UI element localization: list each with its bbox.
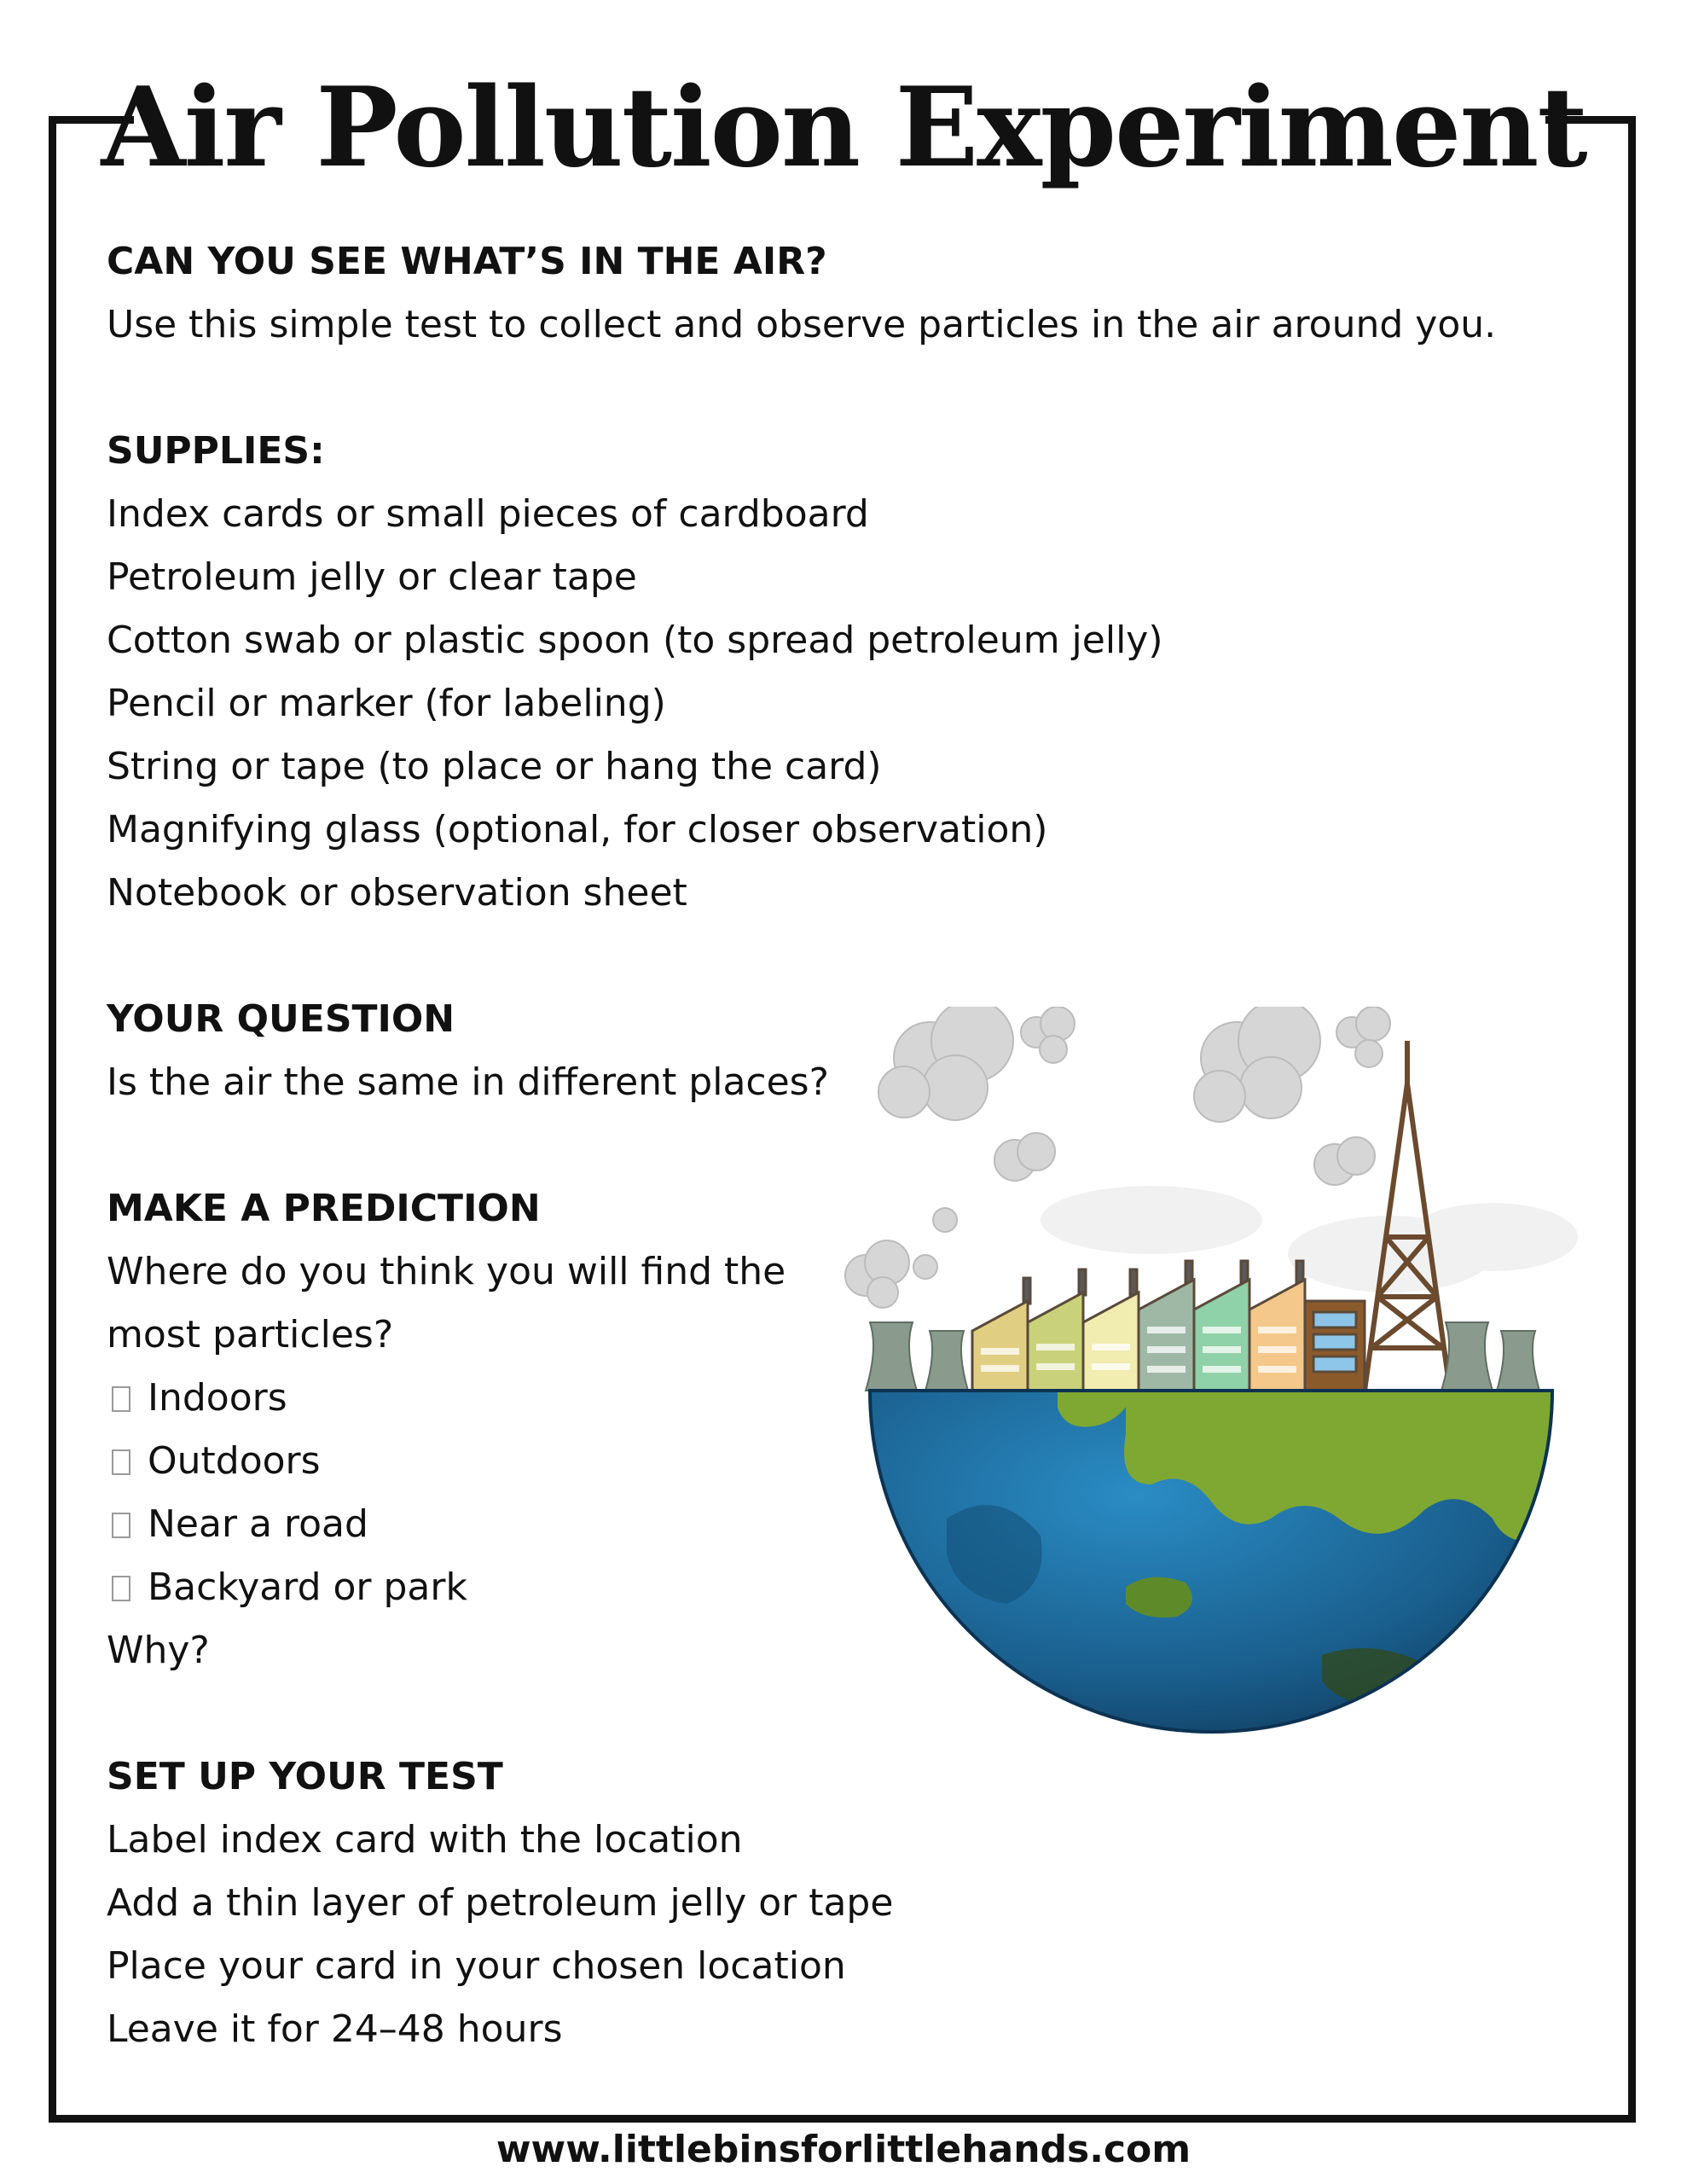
supply-item: Notebook or observation sheet (107, 871, 687, 915)
supplies-heading: SUPPLIES: (107, 429, 325, 473)
footer-url[interactable]: www.littlebinsforlittlehands.com (496, 2128, 1191, 2171)
option-label: Outdoors (148, 1439, 321, 1483)
frame-bottom (49, 2115, 1636, 2123)
setup-step: Place your card in your chosen location (107, 1944, 846, 1988)
supply-item: Cotton swab or plastic spoon (to spread petroleum jelly) (107, 619, 1163, 662)
option-label: Backyard or park (148, 1565, 467, 1609)
intro-heading: CAN YOU SEE WHAT’S IN THE AIR? (107, 240, 827, 283)
supply-item: String or tape (to place or hang the card) (107, 745, 882, 788)
question-text: Is the air the same in different places? (107, 1060, 829, 1104)
checkbox-icon[interactable] (112, 1386, 130, 1412)
frame-right (1628, 116, 1636, 2123)
half-earth (844, 1382, 1578, 1757)
prediction-why: Why? (107, 1629, 210, 1672)
supply-item: Magnifying glass (optional, for closer observation) (107, 808, 1048, 851)
prediction-heading: MAKE A PREDICTION (107, 1187, 541, 1230)
supply-item: Index cards or small pieces of cardboard (107, 492, 869, 536)
option-label: Near a road (148, 1502, 368, 1546)
prediction-text-1: Where do you think you will find the (107, 1250, 786, 1293)
setup-heading: SET UP YOUR TEST (107, 1755, 503, 1798)
prediction-text-2: most particles? (107, 1313, 394, 1356)
supply-item: Petroleum jelly or clear tape (107, 555, 637, 599)
option-label: Indoors (148, 1376, 287, 1420)
setup-step: Label index card with the location (107, 1818, 743, 1862)
polluted-earth-illustration (844, 1007, 1578, 1757)
frame-left (49, 116, 56, 2123)
supply-item: Pencil or marker (for labeling) (107, 682, 666, 725)
setup-step: Leave it for 24–48 hours (107, 2007, 563, 2051)
setup-step: Add a thin layer of petroleum jelly or tape (107, 1881, 894, 1925)
checkbox-icon[interactable] (112, 1449, 130, 1475)
intro-text: Use this simple test to collect and observe particles in the air around you. (107, 303, 1497, 346)
checkbox-icon[interactable] (112, 1576, 130, 1601)
question-heading: YOUR QUESTION (107, 997, 455, 1041)
checkbox-icon[interactable] (112, 1513, 130, 1538)
page-title: Air Pollution Experiment (101, 64, 1586, 192)
